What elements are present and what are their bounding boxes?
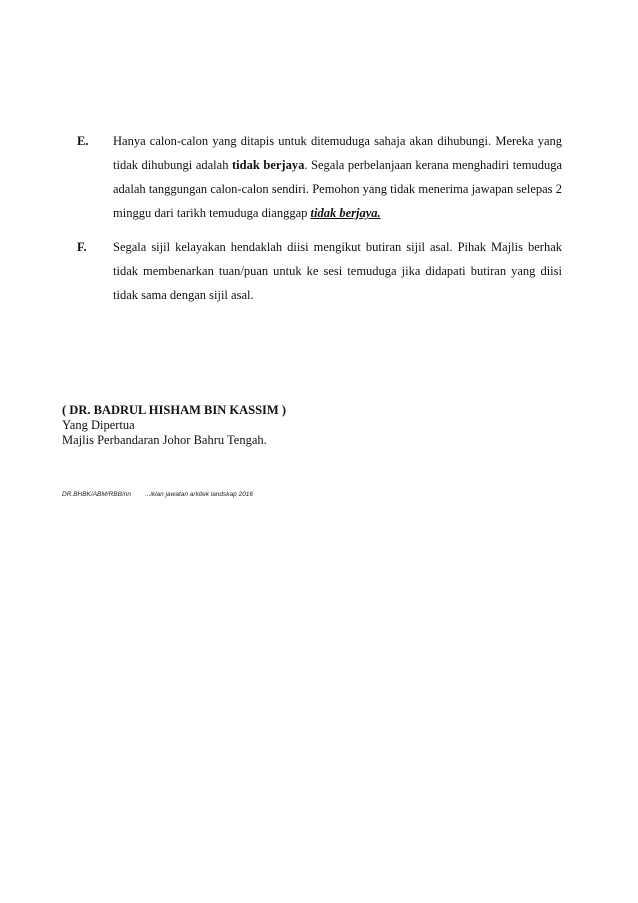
signatory-title: Yang Dipertua [62, 418, 135, 432]
reference-file: ...iklan jawatan arkitek landskap 2016 [145, 491, 254, 498]
reference-code: DR.BHBK/ABM/RBB/nn [62, 491, 131, 498]
signatory-organization: Majlis Perbandaran Johor Bahru Tengah. [62, 433, 267, 447]
section-f [77, 235, 562, 307]
section-e-text-1: Hanya calon-calon yang ditapis untuk ditemuduga sahaja akan dihubungi. Mereka yang tidak dihubungi adalah [113, 134, 562, 172]
signature-block [62, 403, 286, 448]
section-e-paragraph [113, 129, 562, 225]
section-f-paragraph: Segala sijil kelayakan hendaklah diisi mengikut butiran sijil asal. Pihak Majlis berhak tidak membenarkan tuan/puan untuk ke sesi temuduga jika didapati butiran yang diisi tidak sama dengan sijil asal. [113, 240, 562, 302]
section-e-text-2: . Segala perbelanjaan kerana menghadiri temuduga adalah tanggungan calon-calon sendiri. Pemohon yang tidak menerima jawapan selepas 2 minggu dari tarikh temuduga dianggap [113, 158, 563, 220]
section-e-emphasis-2: tidak berjaya. [310, 206, 381, 220]
signatory-name: ( DR. BADRUL HISHAM BIN KASSIM ) [62, 403, 286, 417]
section-f-marker: F. [77, 240, 87, 254]
section-e [77, 129, 562, 225]
section-e-marker: E. [77, 134, 89, 148]
section-e-emphasis-1: tidak berjaya [232, 158, 305, 172]
footer-reference [62, 491, 253, 498]
